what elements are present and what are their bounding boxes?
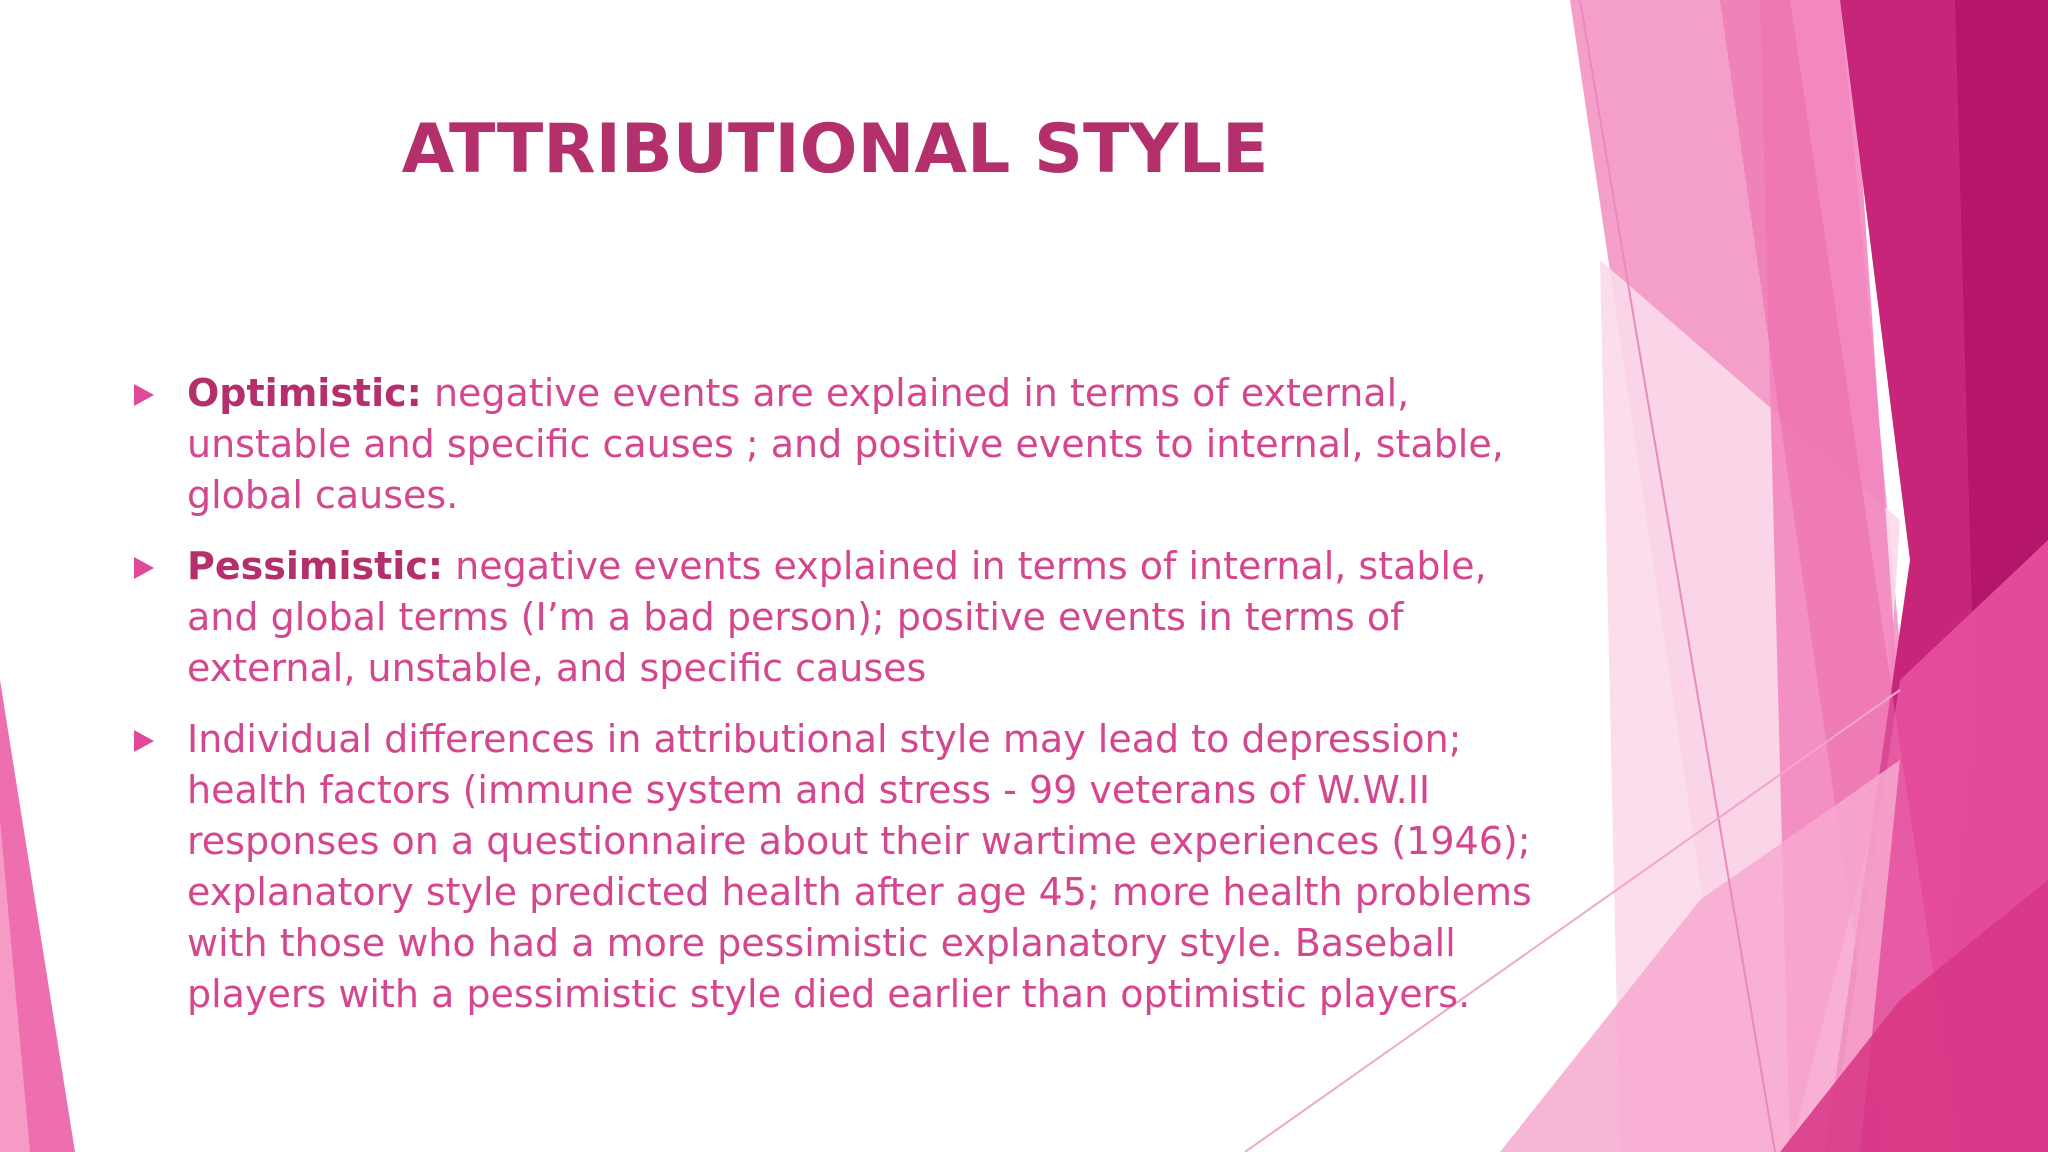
bullet-item-pessimistic: [130, 541, 1570, 694]
bullet-list: [130, 368, 1570, 1040]
bullet-item-individual-differences: [130, 714, 1570, 1020]
triangle-bullet-icon: [134, 384, 154, 406]
bullet-item-optimistic: [130, 368, 1570, 521]
bullet-text: negative events are explained in terms of external, unstable and specific causes ; and positive events to internal, stable, global causes.: [187, 371, 1504, 517]
bullet-term: Optimistic:: [187, 371, 422, 415]
bullet-text: Individual differences in attributional style may lead to depression; health factors (immune system and stress - 99 veterans of W.W.II responses on a questionnaire about their wartime experiences (1946); explanatory style predicted health after age 45; more health problems with those who had a more pessimistic explanatory style. Baseball players with a pessimistic style died earlier than optimistic players.: [187, 717, 1532, 1016]
bullet-term: Pessimistic:: [187, 544, 444, 588]
bullet-text: negative events explained in terms of internal, stable, and global terms (I’m a bad person); positive events in terms of external, unstable, and specific causes: [187, 544, 1487, 690]
triangle-bullet-icon: [134, 730, 154, 752]
slide-title: ATTRIBUTIONAL STYLE: [401, 110, 1269, 189]
triangle-bullet-icon: [134, 557, 154, 579]
